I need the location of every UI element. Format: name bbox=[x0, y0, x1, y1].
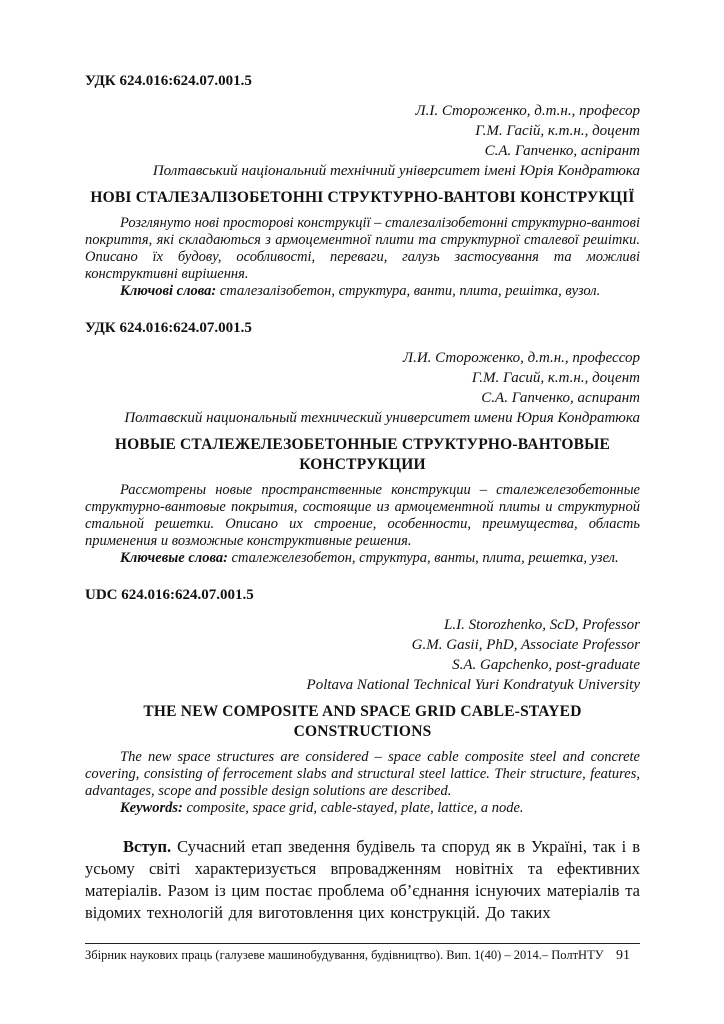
article-title: THE NEW COMPOSITE AND SPACE GRID CABLE-STAYED CONSTRUCTIONS bbox=[143, 703, 582, 740]
author-line: С.А. Гапченко, аспірант bbox=[484, 143, 640, 159]
keywords-label: Ключові слова: bbox=[120, 283, 217, 299]
intro-lead: Вступ. bbox=[123, 837, 172, 856]
keywords-line bbox=[85, 550, 640, 567]
section-english bbox=[85, 586, 640, 817]
udc-code: УДК 624.016:624.07.001.5 bbox=[85, 73, 252, 89]
footer-text: Збірник наукових праць (галузеве машинобудування, будівництво). Вип. 1(40) – 2014.– ПолтНТУ bbox=[85, 948, 604, 962]
affiliation-line: Полтавський національний технічний університет імені Юрія Кондратюка bbox=[152, 163, 640, 179]
udc-code: УДК 624.016:624.07.001.5 bbox=[85, 320, 252, 336]
intro-text: Сучасний етап зведення будівель та споруд як в Україні, так і в усьому світі характеризується впровадженням новітніх та ефективних матеріалів. Разом із цим постає проблема об’єднання існуючих матеріалів та відомих технологій для виготовлення цих конструкцій. До таких bbox=[85, 837, 641, 922]
author-line: С.А. Гапченко, аспирант bbox=[481, 390, 640, 406]
author-line: L.I. Storozhenko, ScD, Professor bbox=[444, 617, 640, 633]
keywords-line bbox=[85, 800, 640, 817]
udc-code: UDC 624.016:624.07.001.5 bbox=[85, 587, 254, 603]
intro-paragraph bbox=[85, 836, 640, 924]
keywords-text: сталезалізобетон, структура, ванти, плита, решітка, вузол. bbox=[219, 283, 601, 299]
author-block bbox=[85, 101, 640, 161]
article-title: НОВЫЕ СТАЛЕЖЕЛЕЗОБЕТОННЫЕ СТРУКТУРНО-ВАНТОВЫЕ КОНСТРУКЦИИ bbox=[114, 436, 611, 473]
keywords-text: composite, space grid, cable-stayed, plate, lattice, a node. bbox=[186, 800, 524, 816]
abstract-text: Розглянуто нові просторові конструкції – сталезалізобетонні структурно-вантові покриття, які складаються з армоцементної плити та структурної сталевої решітки. Описано їх будову, особливості, переваги, галузь застосування та можливі конструктивні вирішення. bbox=[85, 215, 640, 282]
author-line: S.A. Gapchenko, post-graduate bbox=[452, 657, 640, 673]
author-line: Л.І. Стороженко, д.т.н., професор bbox=[415, 103, 640, 119]
author-line: Г.М. Гасій, к.т.н., доцент bbox=[475, 123, 640, 139]
page-number: 91 bbox=[616, 948, 630, 963]
abstract-text: The new space structures are considered – space cable composite steel and concrete covering, consisting of ferrocement slabs and structural steel lattice. Their structure, features, advantages, scope and possible design solutions are described. bbox=[85, 749, 640, 799]
section-russian bbox=[85, 319, 640, 567]
keywords-line bbox=[85, 283, 640, 300]
author-line: Г.М. Гасий, к.т.н., доцент bbox=[471, 370, 640, 386]
section-ukrainian bbox=[85, 72, 640, 300]
author-line: G.M. Gasii, PhD, Associate Professor bbox=[411, 637, 640, 653]
page-footer bbox=[85, 943, 640, 964]
keywords-label: Keywords: bbox=[120, 800, 183, 816]
article-title: НОВІ СТАЛЕЗАЛІЗОБЕТОННІ СТРУКТУРНО-ВАНТОВІ КОНСТРУКЦІЇ bbox=[90, 189, 635, 206]
abstract-text: Рассмотрены новые пространственные конструкции – сталежелезобетонные структурно-вантовые покрытия, состоящие из армоцементной плиты и структурной стальной решетки. Описано их строение, особенности, преимущества, область применения и возможные конструктивные решения. bbox=[85, 482, 640, 549]
author-line: Л.И. Стороженко, д.т.н., профессор bbox=[402, 350, 640, 366]
author-block bbox=[85, 348, 640, 408]
author-block bbox=[85, 615, 640, 675]
keywords-label: Ключевые слова: bbox=[120, 550, 228, 566]
affiliation-line: Poltava National Technical Yuri Kondratyuk University bbox=[306, 677, 640, 693]
affiliation-line: Полтавский национальный технический университет имени Юрия Кондратюка bbox=[124, 410, 640, 426]
keywords-text: сталежелезобетон, структура, ванты, плита, решетка, узел. bbox=[231, 550, 619, 566]
